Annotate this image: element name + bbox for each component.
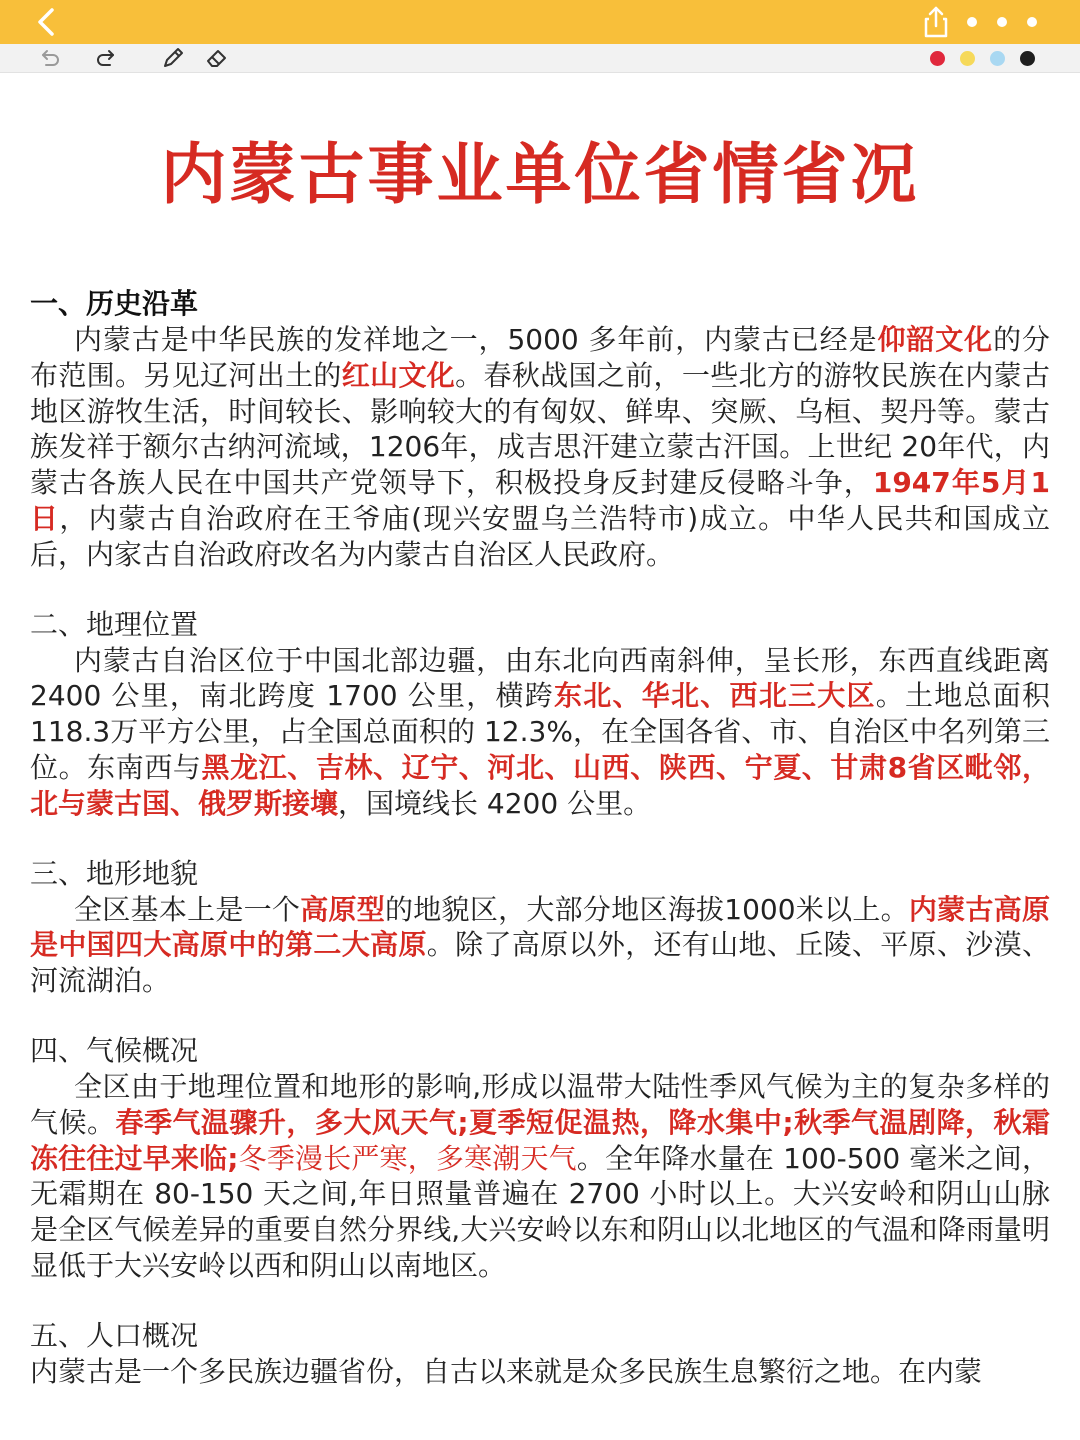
highlight-text: 东北、华北、西北三大区	[553, 679, 876, 713]
section-population	[30, 1318, 1050, 1390]
text-run: 内蒙古是一个多民族边疆省份，自古以来就是众多民族生息繁衍之地。在内蒙	[30, 1354, 983, 1388]
section-geography	[30, 607, 1050, 822]
section-history	[30, 286, 1050, 573]
color-swatch-blue[interactable]	[990, 51, 1005, 66]
top-bar	[0, 0, 1080, 44]
page-title: 内蒙古事业单位省情省况	[160, 136, 920, 213]
section-body	[30, 1354, 1050, 1390]
edit-toolbar	[0, 44, 1080, 73]
highlight-text: 春季气温骤升，多大风天气;夏季短促温热，降水集中;秋季气温剧降，秋霜冻往往过早来临;	[30, 1105, 1050, 1175]
text-run: 内蒙古是中华民族的发祥地之一，5000 多年前，内蒙古已经是	[74, 323, 878, 356]
text-run: 全区基本上是一个	[74, 892, 301, 926]
highlight-text: 内蒙古高原是中国四大高原中的第二大高原	[30, 892, 1050, 962]
document-page	[30, 72, 1050, 1390]
text-run: 的分布范围。另见辽河出土的	[30, 323, 1050, 392]
section-body	[30, 643, 1050, 822]
section-climate	[30, 1033, 1050, 1284]
highlight-text: 高原型	[300, 892, 386, 926]
highlight-text: 黑龙江、吉林、辽宁、河北、山西、陕西、宁夏、甘肃8省区毗邻，北与蒙古国、俄罗斯接壤	[30, 750, 1050, 820]
section-terrain	[30, 856, 1050, 999]
color-swatch-red[interactable]	[930, 51, 945, 66]
highlight-text: 仰韶文化	[877, 323, 994, 356]
section-heading: 四、气候概况	[30, 1033, 199, 1067]
section-body	[30, 892, 1050, 999]
eraser-icon[interactable]	[204, 46, 230, 70]
section-heading: 五、人口概况	[30, 1318, 199, 1352]
text-run: ，内蒙古自治政府在王爷庙(现兴安盟乌兰浩特市)成立。中华人民共和国成立后，内家古自治政府改名为内蒙古自治区人民政府。	[30, 501, 1050, 571]
text-run: 。全年降水量在 100-500 毫米之间，无霜期在 80-150 天之间,年日照量普遍在 2700 小时以上。大兴安岭和阴山山脉是全区气候差异的重要自然分界线,大兴安岭以东和阴山以北地区的气温和降雨量明显低于大兴安岭以西和阴山以南地区。	[30, 1141, 1050, 1282]
text-run: 的地貌区，大部分地区海拔1000米以上。	[385, 892, 909, 926]
text-run: 内蒙古自治区位于中国北部边疆，由东北向西南斜伸，呈长形，东西直线距离2400 公里，南北跨度 1700 公里，横跨	[30, 643, 1050, 713]
more-icon[interactable]	[962, 8, 1052, 36]
text-run: 。除了高原以外，还有山地、丘陵、平原、沙漠、河流湖泊。	[30, 928, 1050, 998]
section-heading: 二、地理位置	[30, 607, 199, 641]
section-body	[30, 322, 1050, 573]
text-run: ，国境线长 4200 公里。	[338, 786, 652, 820]
highlight-text: 1947年5月1日	[30, 466, 1050, 535]
text-run: 。土地总面积118.3万平方公里，占全国总面积的 12.3%，在全国各省、市、自治区中名列第三位。东南西与	[30, 679, 1050, 784]
color-swatch-black[interactable]	[1020, 51, 1035, 66]
section-body	[30, 1069, 1050, 1284]
highlight-text: 冬季漫长严寒，多寒潮天气	[238, 1141, 577, 1175]
text-run: 全区由于地理位置和地形的影响,形成以温带大陆性季风气候为主的复杂多样的气候。	[30, 1069, 1050, 1139]
section-heading: 一、历史沿革	[30, 287, 199, 320]
color-swatch-yellow[interactable]	[960, 51, 975, 66]
text-run: 。春秋战国之前，一些北方的游牧民族在内蒙古地区游牧生活，时间较长、影响较大的有匈奴、鲜卑、突厥、乌桓、契丹等。蒙古族发祥于额尔古纳河流域，1206年，成吉思汗建立蒙古汗国。上世纪 20年代，内蒙古各族人民在中国共产党领导下，积极投身反封建反侵略斗争，	[30, 358, 1050, 500]
share-icon[interactable]	[918, 4, 954, 40]
back-icon[interactable]	[28, 4, 64, 40]
section-heading: 三、地形地貌	[30, 856, 199, 890]
redo-icon[interactable]	[94, 46, 120, 70]
undo-icon[interactable]	[36, 46, 62, 70]
pencil-icon[interactable]	[160, 46, 186, 70]
highlight-text: 红山文化	[341, 358, 456, 392]
